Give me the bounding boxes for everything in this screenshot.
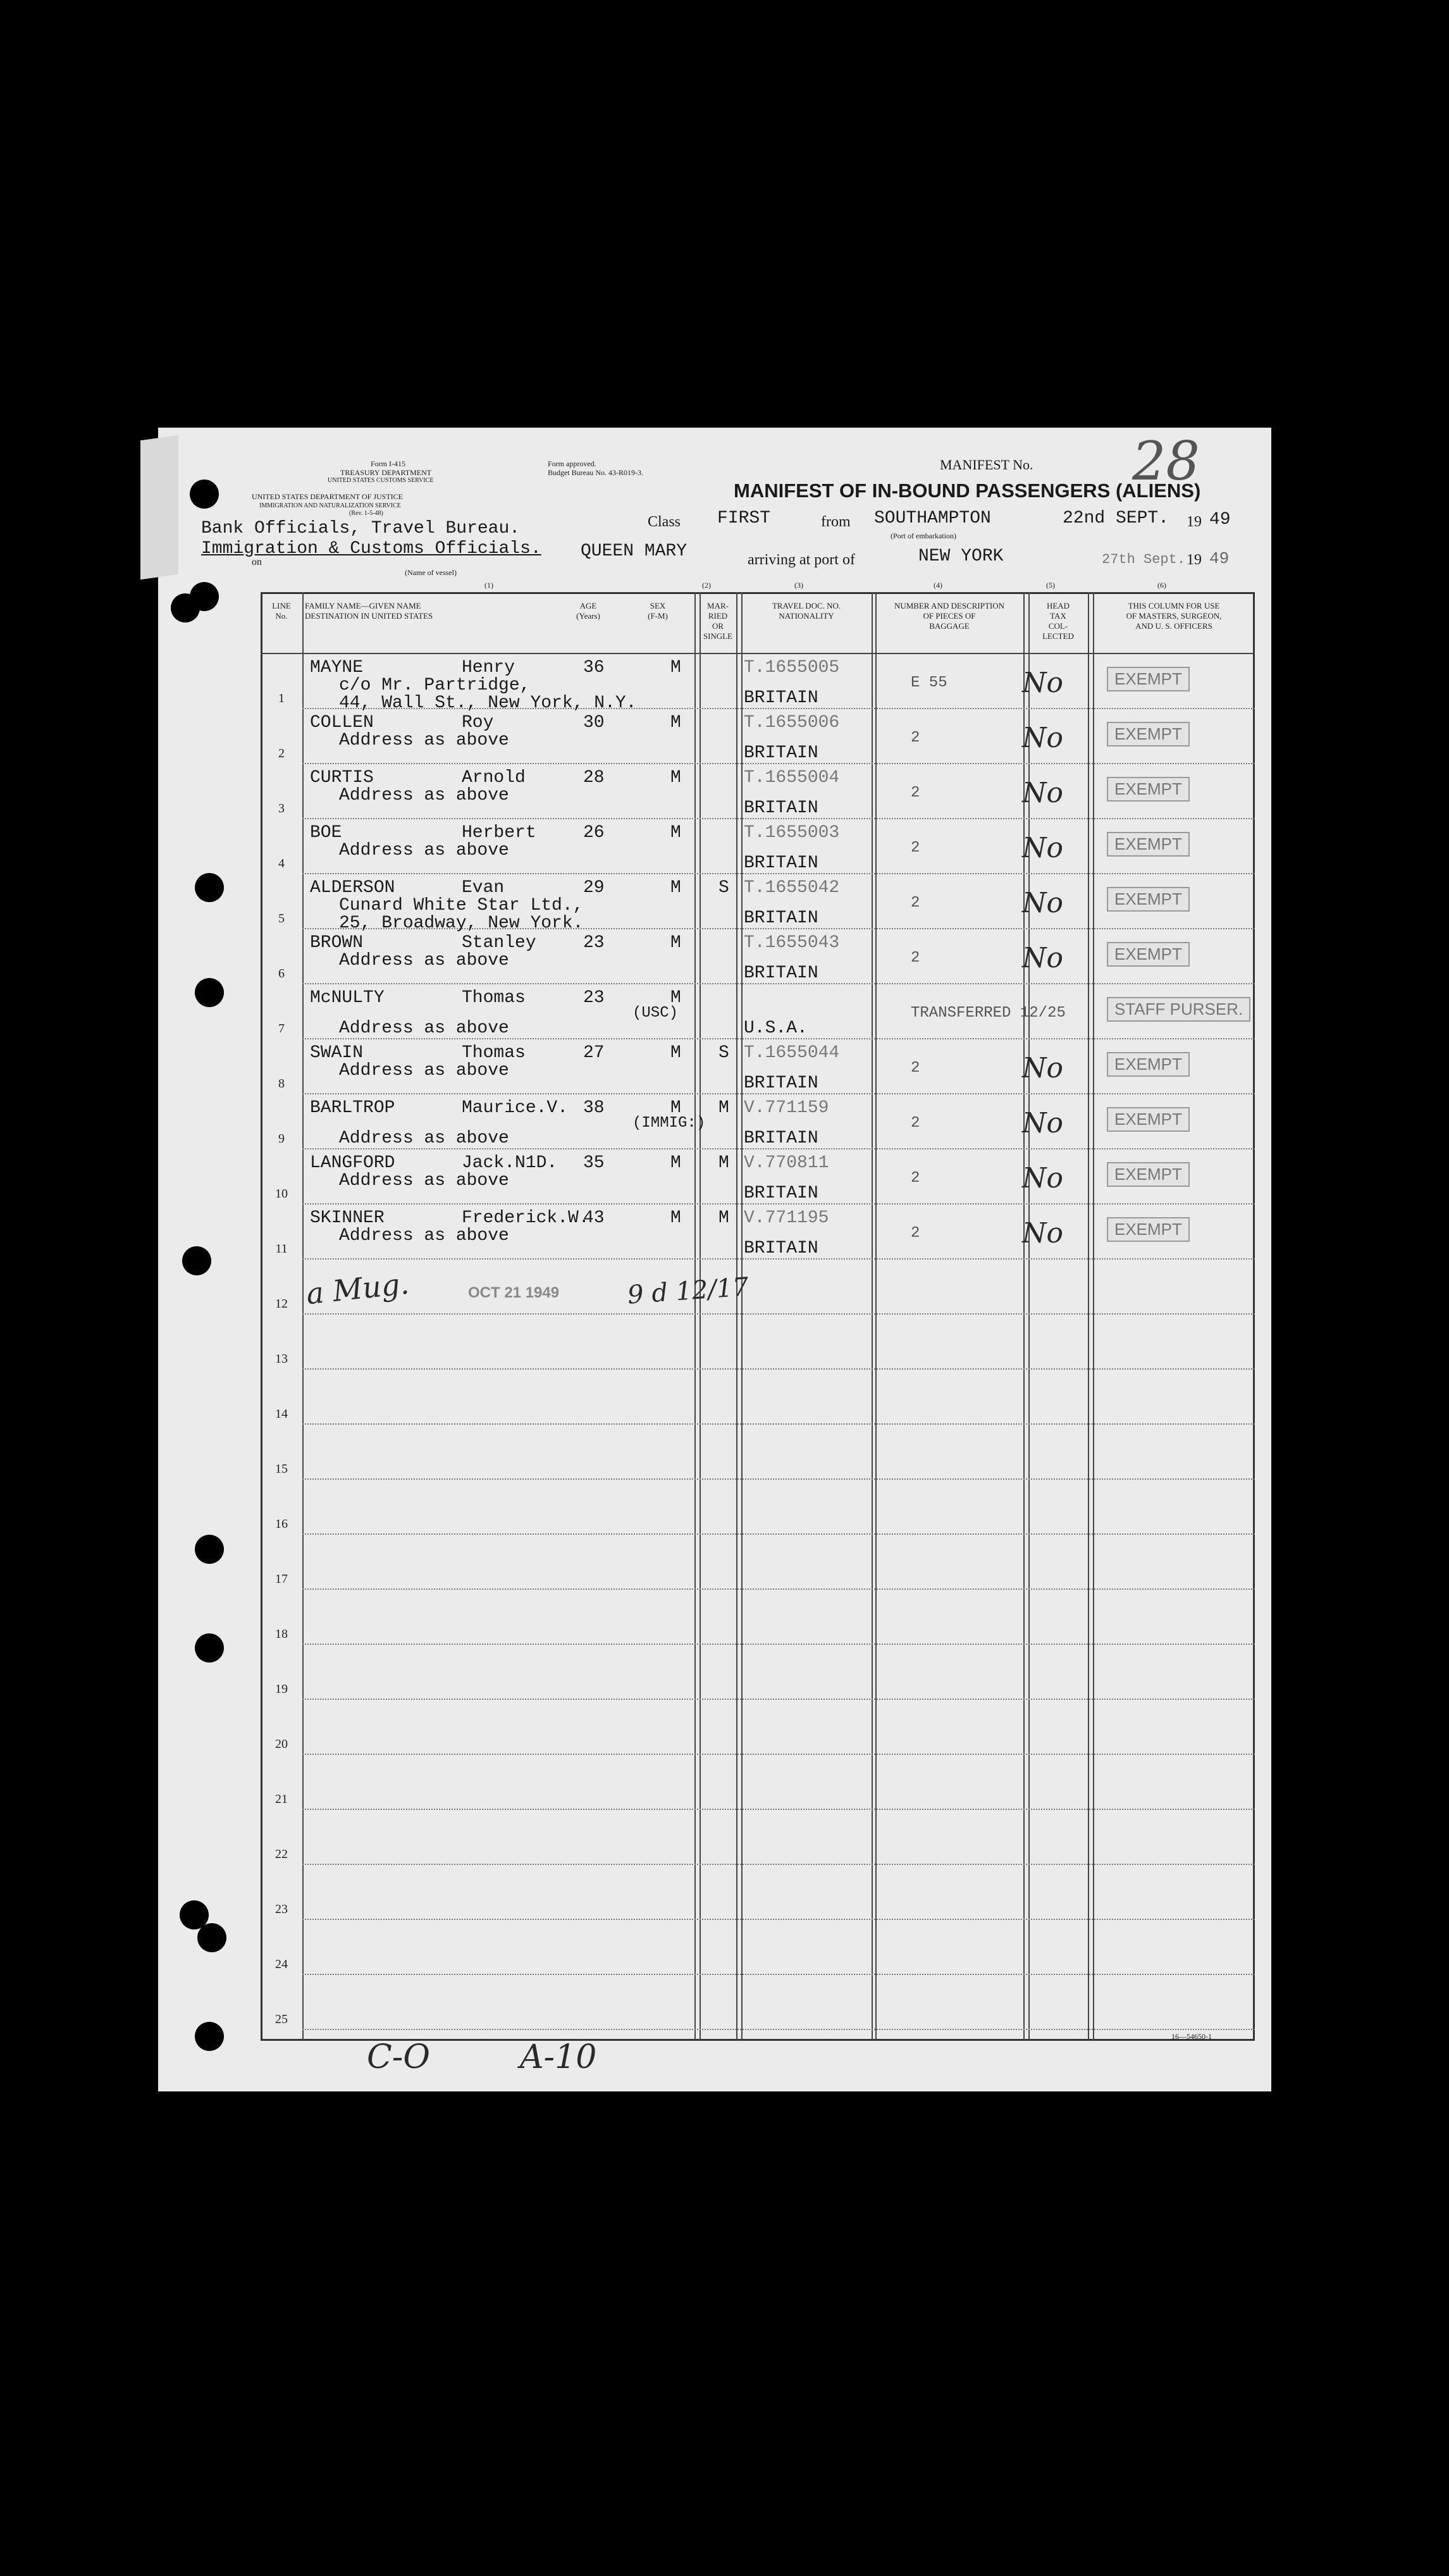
passenger-surname: BOE: [310, 823, 342, 843]
passenger-destination-note: (IMMIG:): [632, 1115, 706, 1132]
line-number: 13: [275, 1352, 288, 1366]
passenger-travel-doc: T.1655042: [744, 878, 840, 898]
vessel-name: QUEEN MARY: [581, 542, 688, 561]
column-divider: [872, 592, 873, 2041]
arriving-label: arriving at port of: [748, 552, 855, 568]
passenger-nationality: BRITAIN: [744, 853, 818, 873]
passenger-baggage: 2: [911, 895, 920, 912]
row-line: [302, 763, 1255, 764]
passenger-marital-status: M: [718, 1208, 729, 1228]
row-line: [302, 1919, 1255, 1920]
form-number: Form I-415: [371, 459, 405, 468]
column-divider: [1023, 592, 1025, 2041]
passenger-surname: MAYNE: [310, 658, 364, 678]
row-line: [302, 1699, 1255, 1700]
passenger-age: 29: [583, 878, 605, 898]
passenger-destination: Address as above: [339, 1129, 509, 1148]
passenger-sex: M: [670, 1153, 681, 1173]
punch-hole: [190, 480, 219, 509]
embarkation-date: 22nd SEPT.: [1063, 509, 1169, 528]
passenger-given-name: Jack.N1D.: [462, 1153, 558, 1173]
vessel-name-label: (Name of vessel): [405, 568, 457, 577]
row-line: [302, 1038, 1255, 1039]
row-line: [302, 1974, 1255, 1975]
passenger-nationality: BRITAIN: [744, 1184, 818, 1203]
passenger-officer-stamp: EXEMPT: [1107, 1162, 1190, 1187]
passenger-baggage: 2: [911, 1225, 920, 1242]
class-value: FIRST: [717, 509, 771, 528]
header-married: MAR- RIED OR SINGLE: [703, 601, 733, 641]
column-divider: [302, 592, 304, 2041]
passenger-travel-doc: T.1655004: [744, 768, 840, 788]
passenger-head-tax: No: [1022, 777, 1063, 809]
passenger-surname: ALDERSON: [310, 878, 395, 898]
line-number: 4: [278, 857, 285, 870]
passenger-marital-status: S: [718, 1043, 729, 1063]
handwritten-footer-1: C-O: [367, 2038, 430, 2076]
form-footer-code: 16—54650-1: [1171, 2032, 1212, 2041]
header-sex: SEX (F-M): [648, 601, 668, 621]
line-number: 22: [275, 1847, 288, 1861]
passenger-destination: Address as above: [339, 786, 509, 805]
header-name: FAMILY NAME—GIVEN NAME DESTINATION IN UNITED STATES: [305, 601, 433, 621]
budget-bureau: Budget Bureau No. 43-R019-3.: [548, 468, 643, 477]
line-number: 11: [275, 1242, 288, 1256]
line-number: 2: [278, 746, 285, 760]
port-of-arrival: NEW YORK: [918, 547, 1004, 566]
passenger-travel-doc: T.1655005: [744, 658, 840, 678]
line-number: 12: [275, 1297, 288, 1311]
header-divider: [261, 653, 1255, 654]
passenger-nationality: BRITAIN: [744, 1239, 818, 1258]
line-number: 20: [275, 1737, 288, 1751]
passenger-nationality: BRITAIN: [744, 798, 818, 818]
passenger-destination-note: (USC): [632, 1005, 679, 1022]
passenger-given-name: Herbert: [462, 823, 536, 843]
passenger-nationality: BRITAIN: [744, 743, 818, 763]
passenger-age: 26: [583, 823, 605, 843]
passenger-baggage: 2: [911, 839, 920, 857]
passenger-officer-stamp: EXEMPT: [1107, 1107, 1190, 1132]
col-number-2: (2): [702, 581, 711, 590]
passenger-age: 38: [583, 1098, 605, 1118]
passenger-head-tax: No: [1022, 1162, 1063, 1194]
passenger-officer-stamp: EXEMPT: [1107, 777, 1190, 802]
passenger-age: 36: [583, 658, 605, 678]
passenger-given-name: Thomas: [462, 1043, 526, 1063]
column-divider: [736, 592, 737, 2041]
dept-ins: IMMIGRATION AND NATURALIZATION SERVICE: [259, 502, 401, 509]
line-number: 25: [275, 2012, 288, 2026]
column-divider: [875, 592, 877, 2041]
passenger-head-tax: No: [1022, 1217, 1063, 1249]
punch-hole: [182, 1246, 211, 1275]
passenger-travel-doc: T.1655043: [744, 933, 840, 953]
passenger-surname: COLLEN: [310, 713, 374, 733]
passenger-head-tax: No: [1022, 667, 1063, 699]
row-line: [302, 1423, 1255, 1425]
row-line: [302, 1093, 1255, 1094]
passenger-travel-doc: V.771159: [744, 1098, 829, 1118]
line-number: 17: [275, 1572, 288, 1586]
passenger-officer-stamp: EXEMPT: [1107, 1052, 1190, 1077]
from-label: from: [821, 514, 851, 530]
punch-hole: [195, 1633, 224, 1663]
passenger-given-name: Arnold: [462, 768, 526, 788]
row-line: [302, 1203, 1255, 1204]
row-line: [302, 1588, 1255, 1590]
passenger-marital-status: M: [718, 1098, 729, 1118]
passenger-surname: SKINNER: [310, 1208, 385, 1228]
row-line: [302, 1258, 1255, 1260]
class-label: Class: [648, 514, 681, 530]
passenger-destination: Address as above: [339, 841, 509, 860]
passenger-officer-stamp: EXEMPT: [1107, 887, 1190, 912]
passenger-surname: CURTIS: [310, 768, 374, 788]
on-label: on: [252, 557, 262, 567]
col-number-5: (5): [1046, 581, 1055, 590]
row-line: [302, 1313, 1255, 1315]
line-number: 21: [275, 1792, 288, 1806]
passenger-destination: Address as above: [339, 1019, 509, 1038]
passenger-baggage: 2: [911, 1115, 920, 1132]
line-number: 23: [275, 1902, 288, 1916]
passenger-marital-status: M: [718, 1153, 729, 1173]
row-line: [302, 2029, 1255, 2030]
row-line: [302, 1864, 1255, 1865]
punch-hole: [195, 978, 224, 1007]
passenger-given-name: Stanley: [462, 933, 536, 953]
col-number-6: (6): [1157, 581, 1166, 590]
passenger-head-tax: No: [1022, 832, 1063, 864]
col-number-1: (1): [484, 581, 493, 590]
arrival-year-prefix: 19: [1187, 552, 1202, 568]
passenger-baggage: 2: [911, 1060, 920, 1077]
passenger-surname: BARLTROP: [310, 1098, 395, 1118]
passenger-surname: McNULTY: [310, 988, 385, 1008]
passenger-nationality: BRITAIN: [744, 908, 818, 928]
column-divider: [700, 592, 701, 2041]
column-divider: [741, 592, 743, 2041]
passenger-travel-doc: T.1655044: [744, 1043, 840, 1063]
dept-customs: UNITED STATES CUSTOMS SERVICE: [328, 477, 434, 484]
passenger-nationality: BRITAIN: [744, 963, 818, 983]
row-line: [302, 1809, 1255, 1810]
initials-annotation-2: 9 d 12/17: [626, 1272, 750, 1310]
row-line: [302, 983, 1255, 984]
passenger-baggage: 2: [911, 729, 920, 746]
passenger-baggage: 2: [911, 950, 920, 967]
line-number: 14: [275, 1407, 288, 1421]
passenger-sex: M: [670, 658, 681, 678]
passenger-baggage: E 55: [911, 674, 947, 691]
passenger-sex: M: [670, 768, 681, 788]
passenger-age: 27: [583, 1043, 605, 1063]
passenger-destination: Address as above: [339, 1226, 509, 1246]
passenger-destination: Address as above: [339, 1061, 509, 1081]
paper-curl: [140, 435, 178, 579]
line-number: 8: [278, 1077, 285, 1091]
form-revision: (Rev. 1-5-48): [349, 510, 383, 517]
passenger-head-tax: No: [1022, 887, 1063, 919]
passenger-given-name: Maurice.V.: [462, 1098, 569, 1118]
passenger-age: 30: [583, 713, 605, 733]
arrival-date: 27th Sept.: [1102, 552, 1186, 567]
manifest-title: MANIFEST OF IN-BOUND PASSENGERS (ALIENS): [734, 480, 1201, 502]
dept-justice: UNITED STATES DEPARTMENT OF JUSTICE: [252, 492, 404, 501]
passenger-age: 23: [583, 988, 605, 1008]
passenger-travel-doc: V.770811: [744, 1153, 829, 1173]
manifest-number-label: MANIFEST No.: [940, 457, 1033, 473]
punch-hole: [195, 1535, 224, 1564]
initials-annotation: a Mug.: [304, 1266, 411, 1311]
header-head-tax: HEAD TAX COL- LECTED: [1042, 601, 1074, 641]
row-line: [302, 818, 1255, 819]
punch-hole: [190, 582, 219, 611]
passenger-given-name: Henry: [462, 658, 515, 678]
passenger-given-name: Thomas: [462, 988, 526, 1008]
handwritten-footer-2: A-10: [520, 2038, 597, 2076]
row-line: [302, 1644, 1255, 1645]
column-divider: [1093, 592, 1094, 2041]
passenger-given-name: Evan: [462, 878, 505, 898]
passenger-officer-stamp: EXEMPT: [1107, 1217, 1190, 1242]
line-number: 24: [275, 1957, 288, 1971]
passenger-destination: Cunard White Star Ltd.,: [339, 896, 584, 915]
header-officers: THIS COLUMN FOR USE OF MASTERS, SURGEON, AND U. S. OFFICERS: [1126, 601, 1222, 631]
passenger-sex: M: [670, 1043, 681, 1063]
line-number: 19: [275, 1682, 288, 1696]
column-divider: [694, 592, 696, 2041]
line-number: 15: [275, 1462, 288, 1476]
arrival-year: 49: [1209, 549, 1230, 568]
row-line: [302, 873, 1255, 874]
column-divider: [1088, 592, 1089, 2041]
passenger-sex: M: [670, 933, 681, 953]
date-stamp: OCT 21 1949: [468, 1284, 560, 1301]
manifest-number: 28: [1132, 430, 1200, 492]
passenger-sex: M: [670, 1208, 681, 1228]
punch-hole: [195, 873, 224, 902]
passenger-head-tax: No: [1022, 1107, 1063, 1139]
passenger-baggage: 2: [911, 784, 920, 802]
passenger-baggage: 2: [911, 1170, 920, 1187]
form-approved: Form approved.: [548, 459, 596, 468]
passenger-destination: Address as above: [339, 951, 509, 970]
passenger-travel-doc: T.1655006: [744, 713, 840, 733]
passenger-nationality: BRITAIN: [744, 1129, 818, 1148]
col-number-4: (4): [934, 581, 942, 590]
passenger-destination: Address as above: [339, 731, 509, 750]
line-number: 5: [278, 912, 285, 926]
passenger-surname: SWAIN: [310, 1043, 364, 1063]
line-number: 10: [275, 1187, 288, 1201]
passenger-destination-line2: 25, Broadway, New York.: [339, 913, 584, 933]
passenger-head-tax: No: [1022, 1052, 1063, 1084]
row-line: [302, 1533, 1255, 1535]
passenger-destination-line2: 44, Wall St., New York, N.Y.: [339, 693, 637, 713]
passenger-sex: M: [670, 823, 681, 843]
passenger-officer-stamp: STAFF PURSER.: [1107, 997, 1250, 1022]
col-number-3: (3): [794, 581, 803, 590]
line-number: 3: [278, 802, 285, 815]
passenger-head-tax: No: [1022, 722, 1063, 754]
passenger-surname: LANGFORD: [310, 1153, 395, 1173]
header-travel-doc: TRAVEL DOC. NO. NATIONALITY: [772, 601, 841, 621]
column-divider: [1028, 592, 1030, 2041]
port-of-embarkation-label: (Port of embarkation): [891, 531, 956, 540]
passenger-surname: BROWN: [310, 933, 364, 953]
bank-officials-line: Bank Officials, Travel Bureau.: [201, 519, 521, 538]
passenger-officer-stamp: EXEMPT: [1107, 722, 1190, 746]
passenger-travel-doc: V.771195: [744, 1208, 829, 1228]
passenger-destination: c/o Mr. Partridge,: [339, 676, 531, 695]
passenger-sex: M: [670, 1098, 681, 1118]
row-line: [302, 1478, 1255, 1480]
embark-year-prefix: 19: [1187, 514, 1202, 530]
passenger-officer-stamp: EXEMPT: [1107, 667, 1190, 691]
passenger-officer-stamp: EXEMPT: [1107, 942, 1190, 967]
passenger-travel-doc: T.1655003: [744, 823, 840, 843]
passenger-given-name: Roy: [462, 713, 494, 733]
passenger-baggage: TRANSFERRED 12/25: [911, 1005, 1066, 1022]
passenger-given-name: Frederick.W.: [462, 1208, 589, 1228]
line-number: 9: [278, 1132, 285, 1146]
passenger-nationality: BRITAIN: [744, 688, 818, 708]
passenger-age: 28: [583, 768, 605, 788]
embark-year: 49: [1209, 510, 1231, 529]
header-age: AGE (Years): [576, 601, 600, 621]
line-number: 1: [278, 691, 285, 705]
line-number: 7: [278, 1022, 285, 1036]
passenger-age: 23: [583, 933, 605, 953]
punch-hole: [195, 2022, 224, 2051]
passenger-destination: Address as above: [339, 1171, 509, 1191]
passenger-sex: M: [670, 878, 681, 898]
line-number: 16: [275, 1517, 288, 1531]
line-number: 6: [278, 967, 285, 981]
passenger-nationality: U.S.A.: [744, 1019, 808, 1038]
immigration-officials-line: Immigration & Customs Officials.: [201, 539, 541, 559]
header-baggage: NUMBER AND DESCRIPTION OF PIECES OF BAGGAGE: [894, 601, 1005, 631]
row-line: [302, 1754, 1255, 1755]
passenger-sex: M: [670, 988, 681, 1008]
row-line: [302, 1148, 1255, 1149]
passenger-age: 43: [583, 1208, 605, 1228]
passenger-officer-stamp: EXEMPT: [1107, 832, 1190, 857]
line-number: 18: [275, 1627, 288, 1641]
passenger-marital-status: S: [718, 878, 729, 898]
passenger-sex: M: [670, 713, 681, 733]
punch-hole: [197, 1923, 226, 1952]
passenger-head-tax: No: [1022, 942, 1063, 974]
passenger-nationality: BRITAIN: [744, 1074, 818, 1093]
port-of-embarkation: SOUTHAMPTON: [874, 509, 991, 528]
passenger-age: 35: [583, 1153, 605, 1173]
header-line-no: LINE No.: [272, 601, 291, 621]
dept-treasury: TREASURY DEPARTMENT: [340, 468, 432, 477]
row-line: [302, 1368, 1255, 1370]
